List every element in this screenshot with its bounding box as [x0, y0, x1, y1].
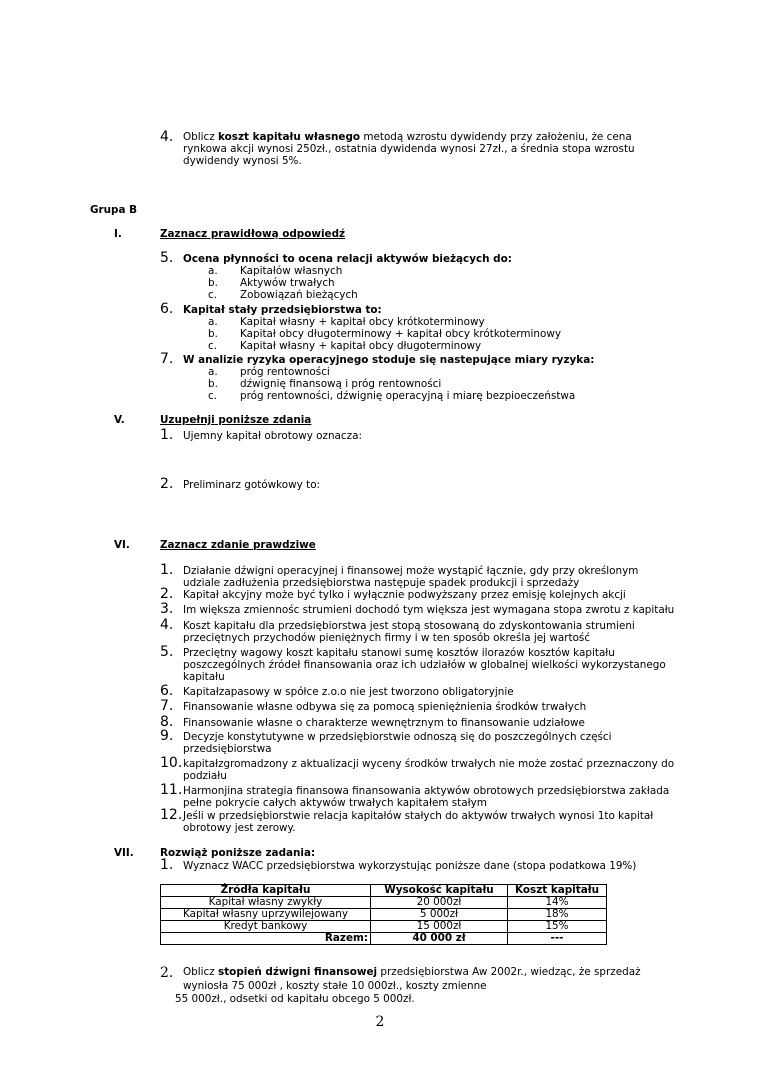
question-number: 6.	[160, 301, 174, 317]
option-text: Kapitał własny + kapitał obcy długoterminowy	[240, 340, 482, 352]
item-line: kapitału	[183, 671, 225, 683]
item-line: Finansowanie własne odbywa się za pomocą spieniężnienia środków trwałych	[183, 701, 587, 713]
option-letter: b.	[208, 378, 218, 390]
option-letter: c.	[208, 289, 218, 301]
table-row	[161, 897, 607, 909]
capital-table	[160, 884, 607, 945]
option-letter: a.	[208, 316, 218, 328]
page-number: 2	[375, 1014, 385, 1030]
item-number: 2.	[160, 476, 174, 492]
option-text: Kapitał obcy długoterminowy + kapitał obcy krótkoterminowy	[240, 328, 561, 340]
item-text: Ujemny kapitał obrotowy oznacza:	[183, 430, 362, 442]
item-number: 1.	[160, 427, 174, 443]
option-letter: a.	[208, 265, 218, 277]
table-row	[161, 921, 607, 933]
group-label: Grupa B	[90, 204, 138, 216]
item-number: 3.	[160, 601, 174, 617]
table-cell: Kapitał własny uprzywilejowany	[161, 909, 371, 921]
task-number: 2.	[160, 965, 174, 981]
table-header: Koszt kapitału	[508, 885, 607, 897]
option-letter: c.	[208, 340, 218, 352]
question-text: Kapitał stały przedsiębiorstwa to:	[183, 304, 382, 316]
task-2-line2: wyniosła 75 000zł , koszty stałe 10 000zł., koszty zmienne	[183, 980, 487, 992]
section-title: Uzupełnji poniższe zdania	[160, 414, 312, 426]
item-number: 12.	[160, 807, 183, 823]
item-number: 10.	[160, 755, 183, 771]
table-total-label: Razem:	[161, 933, 371, 945]
item-line: podziału	[183, 770, 227, 782]
item-line: Decyzje konstytutywne w przedsiębiorstwie odnoszą się do poszczególnych części	[183, 731, 612, 743]
item-number: 8.	[160, 714, 174, 730]
question-number: 5.	[160, 250, 174, 266]
task-4-line2: rynkowa akcji wynosi 250zł., ostatnia dywidenda wynosi 27zł., a średnia stopa wzrostu	[183, 143, 635, 155]
item-line: pełne pokrycie całych aktywów trwałych kapitałem stałym	[183, 797, 487, 809]
section-numeral: V.	[114, 414, 125, 426]
item-line: Finansowanie własne o charakterze wewnętrznym to finansowanie udziałowe	[183, 717, 585, 729]
section-title: Rozwiąż poniższe zadania:	[160, 847, 316, 859]
table-header-row	[161, 885, 607, 897]
task-number: 1.	[160, 857, 174, 873]
option-text: Zobowiązań bieżących	[240, 289, 358, 301]
item-number: 4.	[160, 617, 174, 633]
section-numeral: I.	[114, 228, 122, 240]
table-cell: Kredyt bankowy	[161, 921, 371, 933]
option-letter: b.	[208, 277, 218, 289]
item-number: 2.	[160, 586, 174, 602]
table-cell: 18%	[508, 909, 607, 921]
table-header: Wysokość kapitału	[371, 885, 508, 897]
section-numeral: VI.	[114, 539, 130, 551]
task-4-line3: dywidendy wynosi 5%.	[183, 155, 302, 167]
item-line: Im większa zmiennośc strumieni dochodó tym większa jest wymagana stopa zwrotu z kapitału	[183, 604, 675, 616]
section-title: Zaznacz prawidłową odpowiedź	[160, 228, 346, 240]
item-line: przeciętnych przychodów pieniężnych firmy i w ten sposób określa jej wartość	[183, 632, 591, 644]
option-text: dźwignię finansową i próg rentowności	[240, 378, 442, 390]
item-number: 9.	[160, 728, 174, 744]
task-text: Wyznacz WACC przedsiębiorstwa wykorzystując poniższe dane (stopa podatkowa 19%)	[183, 860, 637, 872]
task-text-bold: stopień dźwigni finansowej	[218, 966, 378, 978]
table-cell: Kapitał własny zwykły	[161, 897, 371, 909]
item-line: Kapitał akcyjny może być tylko i wyłącznie podwyższany przez emisję kolejnych akcji	[183, 589, 626, 601]
table-row	[161, 909, 607, 921]
item-number: 6.	[160, 683, 174, 699]
table-total-cost: ---	[508, 933, 607, 945]
item-line: Jeśli w przedsiębiorstwie relacja kapitałów stałych do aktywów trwałych wynosi 1to kapitał	[183, 810, 654, 822]
item-line: udziale zadłużenia przedsiębiorstwa następuje spadek produkcji i sprzedaży	[183, 577, 580, 589]
option-text: próg rentowności, dźwignię operacyjną i miarę bezpioeczeństwa	[240, 390, 576, 402]
question-text: W analizie ryzyka operacyjnego stoduje się nastepujące miary ryzyka:	[183, 354, 595, 366]
item-line: obrotowy jest zerowy.	[183, 822, 296, 834]
task-4-text	[183, 131, 653, 144]
task-text-pre: Oblicz	[183, 966, 219, 978]
table-cell: 5 000zł	[371, 909, 508, 921]
question-number: 7.	[160, 351, 174, 367]
table-total-value: 40 000 zł	[371, 933, 508, 945]
item-number: 1.	[160, 562, 174, 578]
item-line: Działanie dźwigni operacyjnej i finansowej może wystąpić łącznie, gdy przy określonym	[183, 565, 639, 577]
option-letter: a.	[208, 366, 218, 378]
item-number: 7.	[160, 698, 174, 714]
table-header: Źródła kapitału	[161, 885, 371, 897]
item-line: kapitałzgromadzony z aktualizacji wyceny środków trwałych nie może zostać przeznaczony do	[183, 758, 675, 770]
option-text: Kapitał własny + kapitał obcy krótkoterminowy	[240, 316, 485, 328]
option-letter: c.	[208, 390, 218, 402]
table-cell: 14%	[508, 897, 607, 909]
item-line: Kapitałzapasowy w spółce z.o.o nie jest tworzono obligatoryjnie	[183, 686, 514, 698]
task-text-pre: Oblicz	[183, 131, 219, 143]
item-text: Preliminarz gotówkowy to:	[183, 479, 321, 491]
task-text-bold: koszt kapitału własnego	[218, 131, 361, 143]
option-text: próg rentowności	[240, 366, 330, 378]
table-total-row	[161, 933, 607, 945]
question-text: Ocena płynności to ocena relacji aktywów bieżących do:	[183, 253, 512, 265]
option-letter: b.	[208, 328, 218, 340]
item-line: Przeciętny wagowy koszt kapitału stanowi sumę kosztów ilorazów kosztów kapitału	[183, 647, 615, 659]
section-numeral: VII.	[114, 847, 134, 859]
option-text: Aktywów trwałych	[240, 277, 335, 289]
section-title: Zaznacz zdanie prawdziwe	[160, 539, 316, 551]
item-line: poszczególnych źródeł finansowania oraz ich udziałów w globalnej wielkości wykorzystanego	[183, 659, 666, 671]
item-number: 11.	[160, 782, 183, 798]
item-line: przedsiębiorstwa	[183, 743, 272, 755]
table-cell: 15%	[508, 921, 607, 933]
task-2-line3: 55 000zł., odsetki od kapitału obcego 5 000zł.	[175, 993, 415, 1005]
task-number: 4.	[160, 129, 174, 145]
table-cell: 15 000zł	[371, 921, 508, 933]
task-text-post: metodą wzrostu dywidendy przy założeniu, że cena	[360, 131, 632, 143]
item-line: Koszt kapitału dla przedsiębiorstwa jest stopą stosowaną do zdyskontowania strumieni	[183, 620, 635, 632]
option-text: Kapitałów własnych	[240, 265, 343, 277]
task-text-post: przedsiębiorstwa Aw 2002r., wiedząc, że sprzedaż	[377, 966, 641, 978]
task-2-text	[183, 966, 653, 979]
item-line: Harmonjina strategia finansowa finansowania aktywów obrotowych przedsiębiorstwa zakłada	[183, 785, 670, 797]
table-cell: 20 000zł	[371, 897, 508, 909]
item-number: 5.	[160, 644, 174, 660]
